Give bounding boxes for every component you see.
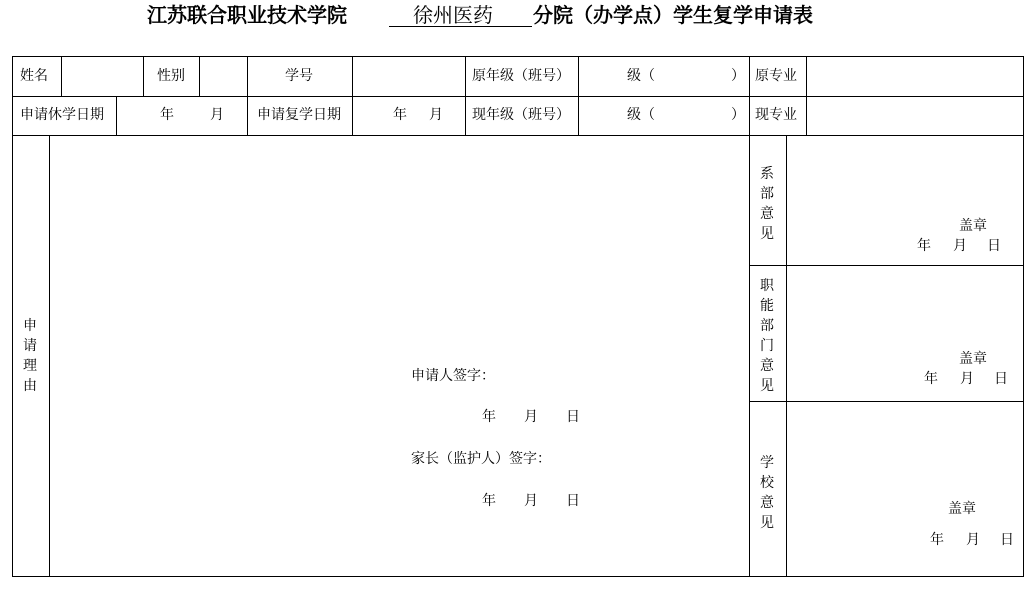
cell-divider xyxy=(143,56,144,96)
dept-year: 年 xyxy=(917,238,931,254)
student-id-field[interactable] xyxy=(353,57,465,96)
functional-opinion-label: 职能部门意见 xyxy=(760,278,774,394)
school-year: 年 xyxy=(930,532,944,548)
dept-day: 日 xyxy=(987,238,1001,254)
school-seal: 盖章 xyxy=(948,501,976,517)
name-label: 姓名 xyxy=(20,68,48,84)
cell-divider xyxy=(749,56,750,577)
suspend-date-label: 申请休学日期 xyxy=(20,107,104,123)
orig-major-label: 原专业 xyxy=(755,68,797,84)
functional-day: 日 xyxy=(994,371,1008,387)
table-border-bottom xyxy=(12,576,1024,577)
resume-year: 年 xyxy=(393,107,407,123)
form-title xyxy=(0,0,1035,30)
cell-divider xyxy=(247,56,248,136)
orig-grade-open: 级（ xyxy=(627,68,655,84)
school-month: 月 xyxy=(966,532,980,548)
title-prefix: 江苏联合职业技术学院 xyxy=(147,3,347,27)
reason-label: 申请理由 xyxy=(23,318,37,394)
orig-major-field[interactable] xyxy=(807,57,1023,96)
gender-field[interactable] xyxy=(200,57,247,96)
student-id-label: 学号 xyxy=(285,68,313,84)
suspend-month: 月 xyxy=(210,107,224,123)
functional-seal: 盖章 xyxy=(959,351,987,367)
table-border-right xyxy=(1023,56,1024,577)
suspend-year: 年 xyxy=(160,107,174,123)
applicant-month: 月 xyxy=(524,409,538,425)
school-day: 日 xyxy=(1000,532,1014,548)
title-suffix: 分院（办学点）学生复学申请表 xyxy=(533,3,813,27)
functional-month: 月 xyxy=(960,371,974,387)
reason-field[interactable] xyxy=(50,136,749,361)
guardian-year: 年 xyxy=(482,493,496,509)
cur-major-label: 现专业 xyxy=(755,107,797,123)
applicant-sign-label: 申请人签字： xyxy=(411,368,495,384)
applicant-day: 日 xyxy=(566,409,580,425)
resume-month: 月 xyxy=(429,107,443,123)
functional-year: 年 xyxy=(924,371,938,387)
name-field[interactable] xyxy=(62,57,143,96)
cur-grade-open: 级（ xyxy=(627,107,655,123)
orig-grade-label: 原年级（班号） xyxy=(472,68,570,84)
resume-date-label: 申请复学日期 xyxy=(257,107,341,123)
cell-divider xyxy=(786,135,787,577)
guardian-month: 月 xyxy=(524,493,538,509)
dept-opinion-label: 系部意见 xyxy=(760,166,774,242)
opinion-divider xyxy=(749,401,1024,402)
cur-grade-label: 现年级（班号） xyxy=(472,107,570,123)
cur-major-field[interactable] xyxy=(807,97,1023,135)
cell-divider xyxy=(116,96,117,136)
cell-divider xyxy=(465,56,466,136)
school-opinion-label: 学校意见 xyxy=(760,455,774,531)
dept-seal: 盖章 xyxy=(959,218,987,234)
applicant-year: 年 xyxy=(482,409,496,425)
dept-month: 月 xyxy=(953,238,967,254)
guardian-day: 日 xyxy=(566,493,580,509)
cell-divider xyxy=(578,56,579,136)
opinion-divider xyxy=(749,265,1024,266)
cur-grade-close: ） xyxy=(731,107,745,123)
orig-grade-close: ） xyxy=(731,68,745,84)
guardian-sign-label: 家长（监护人）签字： xyxy=(411,451,551,467)
title-branch: 徐州医药 xyxy=(413,3,493,27)
gender-label: 性别 xyxy=(157,68,185,84)
table-border-left xyxy=(12,56,13,577)
